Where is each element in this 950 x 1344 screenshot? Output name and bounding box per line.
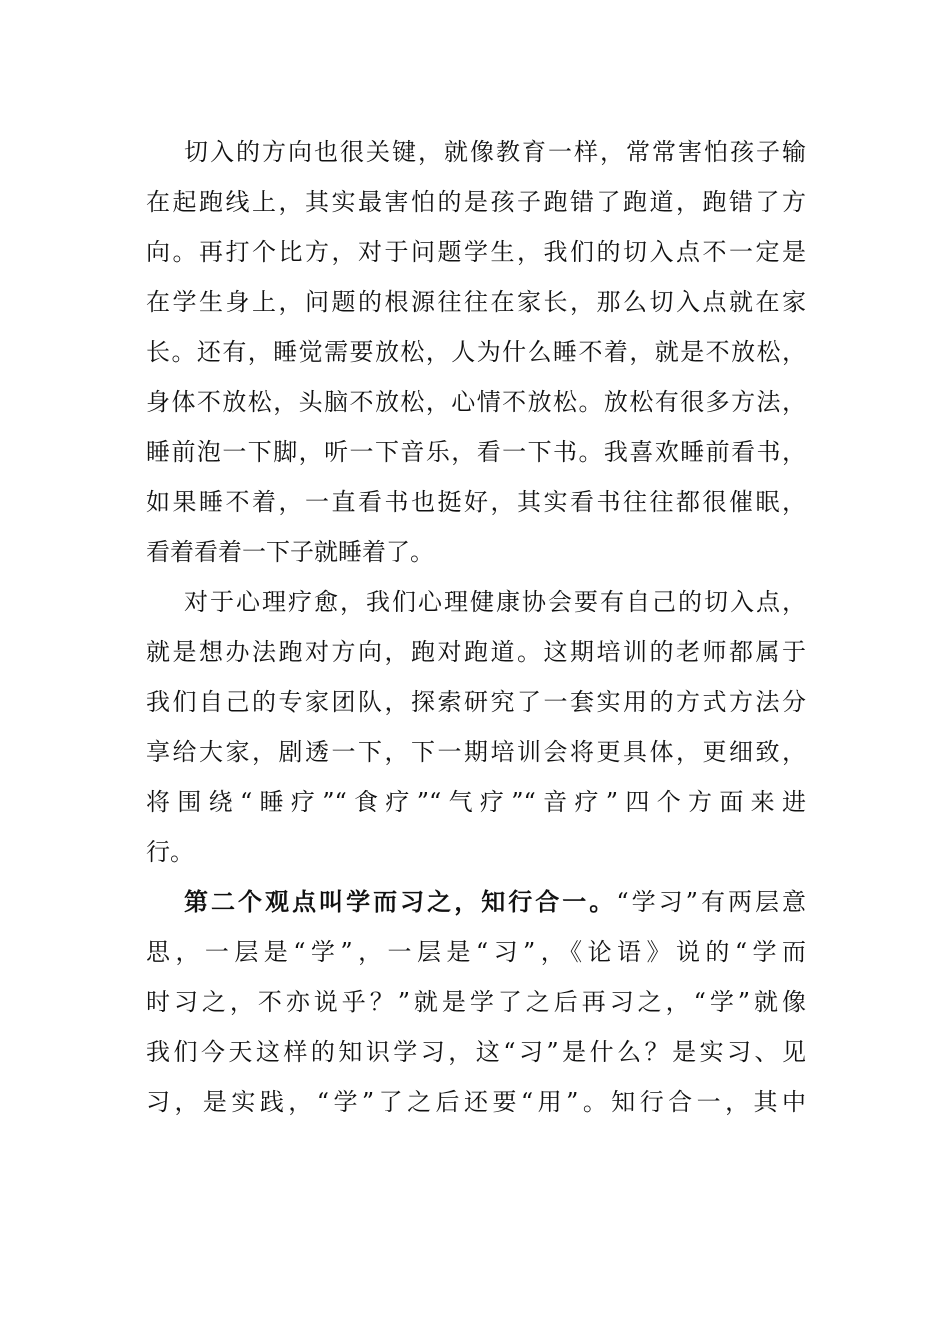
- paragraph-1-line-5: 长。还有，睡觉需要放松，人为什么睡不着，就是不放松，: [146, 338, 806, 366]
- paragraph-1-line-6: 身体不放松，头脑不放松，心情不放松。放松有很多方法，: [146, 388, 806, 416]
- paragraph-2-line-4: 享给大家，剧透一下，下一期培训会将更具体，更细致，: [146, 738, 806, 766]
- paragraph-1-line-9: 看着看着一下子就睡着了。: [146, 538, 434, 566]
- paragraph-1-line-1: 切入的方向也很关键，就像教育一样，常常害怕孩子输: [184, 138, 806, 166]
- paragraph-3-bold-lead: 第二个观点叫学而习之，知行合一。: [184, 887, 617, 916]
- paragraph-2-line-1: 对于心理疗愈，我们心理健康协会要有自己的切入点，: [184, 588, 806, 616]
- paragraph-3-line-1: [184, 886, 806, 918]
- paragraph-1-line-2: 在起跑线上，其实最害怕的是孩子跑错了跑道，跑错了方: [146, 188, 806, 216]
- paragraph-2-line-6: 行。: [146, 838, 194, 866]
- paragraph-3-first-line-rest: “学习”有两层意: [616, 888, 807, 916]
- paragraph-3-line-5: 习，是实践，“学”了之后还要“用”。知行合一，其中: [146, 1088, 806, 1116]
- paragraph-3-line-3: 时习之，不亦说乎？”就是学了之后再习之，“学”就像: [146, 988, 806, 1016]
- paragraph-1-line-4: 在学生身上，问题的根源往往在家长，那么切入点就在家: [146, 288, 806, 316]
- paragraph-3-line-4: 我们今天这样的知识学习，这“习”是什么？是实习、见: [146, 1038, 806, 1066]
- paragraph-3-line-2: 思，一层是“学”，一层是“习”，《论语》说的“学而: [146, 938, 806, 966]
- paragraph-1-line-3: 向。再打个比方，对于问题学生，我们的切入点不一定是: [146, 238, 806, 266]
- paragraph-2-line-3: 我们自己的专家团队，探索研究了一套实用的方式方法分: [146, 688, 806, 716]
- paragraph-2-line-5: 将围绕“睡疗”“食疗”“气疗”“音疗”四个方面来进: [146, 788, 806, 816]
- paragraph-1-line-7: 睡前泡一下脚，听一下音乐，看一下书。我喜欢睡前看书，: [146, 438, 806, 466]
- paragraph-2-line-2: 就是想办法跑对方向，跑对跑道。这期培训的老师都属于: [146, 638, 806, 666]
- paragraph-1-line-8: 如果睡不着，一直看书也挺好，其实看书往往都很催眠，: [146, 488, 806, 516]
